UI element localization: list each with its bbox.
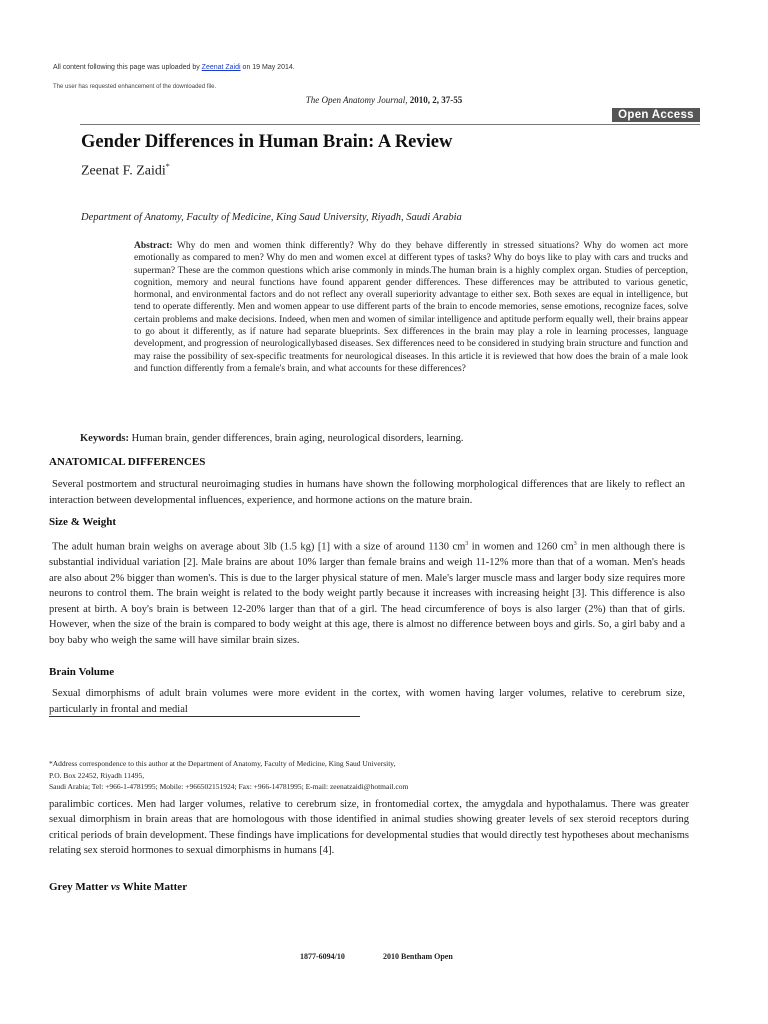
grey-heading-part-a: Grey Matter [49,881,111,893]
author [81,162,170,180]
heading-anatomical: ANATOMICAL DIFFERENCES [49,456,206,468]
anatomical-paragraph: Several postmortem and structural neuroimaging studies in humans have shown the following morphological differences that are likely to reflect an interaction between developmental influences, experience, and hormone actions on the mature brain. [49,479,685,506]
size-weight-paragraph [49,537,685,648]
size-text-3: in men although there is substantial individual variation [2]. Male brains are about 10% larger than female brains and weigh 11-12% more than that of a woman. Men's heads are also about 2% bigger than women's. This is due to the larger physical stature of men. Male's larger muscle mass and larger body size requires more neurons to control them. The brain weight is related to the body weight partly because it increases with increasing height [3]. This difference is also present at birth. A boy's brain is between 12-20% larger than that of a girl. The head circumference of boys is also larger (2%) than that of girls. However, when the size of the brain is compared to body weight at this age, there is almost no difference between boys and girls. So, a girl baby and a boy baby who weigh the same will have similar brain sizes. [49,541,685,646]
upload-suffix: on 19 May 2014. [242,64,295,71]
size-text-2: in women and 1260 cm [468,541,574,553]
abstract-label: Abstract: [134,241,173,251]
continued-paragraph: paralimbic cortices. Men had larger volumes, relative to cerebrum size, in frontomedial cortex, the amygdala and hypothalamus. There was greater sexual dimorphism in brain areas that are homologous with those identified in animal studies showing greater levels of sex steroid receptors during critical periods of brain development. These findings have implications for developmental studies that would directly test hypotheses about mechanisms relating sex steroid hormones to sexual dimorphisms in humans [4]. [49,799,689,856]
cube-superscript-1: 3 [465,541,469,547]
footnote-line-3: Saudi Arabia; Tel: +966-1-4781995; Mobile: +966502151924; Fax: +966-14781995; E-mail: zeenatzaidi@hotmail.com [49,782,409,791]
correspondence-footnote [49,758,689,793]
upload-notice [53,64,295,71]
author-name: Zeenat F. Zaidi [81,163,166,179]
heading-size-weight: Size & Weight [49,516,117,528]
keywords-text: Human brain, gender differences, brain aging, neurological disorders, learning. [131,433,464,444]
paper-title: Gender Differences in Human Brain: A Review [81,132,453,152]
grey-heading-part-b: White Matter [120,881,188,893]
uploader-link[interactable]: Zeenat Zaidi [201,64,241,71]
footnote-divider [49,716,360,717]
footer-publisher: 2010 Bentham Open [383,952,453,961]
open-access-badge: Open Access [612,108,700,122]
abstract-text: Why do men and women think differently? Why do they behave differently in stressed situations? Why do women act more emotionally as compared to men? Why do men and women excel at different types of tasks? Why do boys like to play with cars and trucks and superman? These are the common questions which arise commonly in minds.The human brain is a highly complex organ. Studies of perception, cognition, memory and neural functions have found apparent gender differences. These differences may be attributed to various genetic, hormonal, and environmental factors and do not reflect any overall superiority advantage to either sex. Both sexes are equal in intelligence, but tend to operate differently. Men and women appear to use different parts of the brain to encode memories, sense emotions, recognize faces, solve certain problems and make decisions. Indeed, when men and women of similar intelligence and aptitude perform equally well, their brains appear to go about it differently, as if nature had separate blueprints. Sex differences in the brain may play a role in learning processes, language development, and progression of neurologicallybased diseases. Sex differences need to be considered in studying brain structure and function and may raise the possibility of sex-specific treatments for neurological diseases. In this article it is reviewed that how does the brain of a male look and function differently from a female's brain, and what accounts for these differences? [134,241,688,374]
grey-heading-vs: vs [110,881,121,893]
brain-volume-paragraph: Sexual dimorphisms of adult brain volumes were more evident in the cortex, with women having larger volumes, relative to cerebrum size, particularly in frontal and medial [49,688,685,715]
journal-line [0,95,768,105]
footnote-line-2: P.O. Box 22452, Riyadh 11495, [49,770,145,780]
keywords [80,433,464,444]
enhancement-notice: The user has requested enhancement of the downloaded file. [53,84,217,90]
footnote-line-1: *Address correspondence to this author at the Department of Anatomy, Faculty of Medicine, King Saud University, [49,759,396,768]
journal-name: The Open Anatomy Journal, [305,95,408,105]
keywords-label: Keywords: [80,433,129,444]
footer-issn: 1877-6094/10 [300,952,345,961]
cube-superscript-2: 3 [573,541,577,547]
heading-grey-white-matter [49,881,187,893]
header-divider [80,124,700,125]
heading-brain-volume: Brain Volume [49,666,115,678]
affiliation: Department of Anatomy, Faculty of Medicine, King Saud University, Riyadh, Saudi Arabia [81,212,462,223]
journal-citation: 2010, 2, 37-55 [409,95,463,105]
upload-prefix: All content following this page was uploaded by [53,64,200,71]
author-mark: * [165,162,170,171]
abstract [134,240,688,375]
size-text-1: The adult human brain weighs on average about 3lb (1.5 kg) [1] with a size of around 1130 cm [52,541,466,553]
